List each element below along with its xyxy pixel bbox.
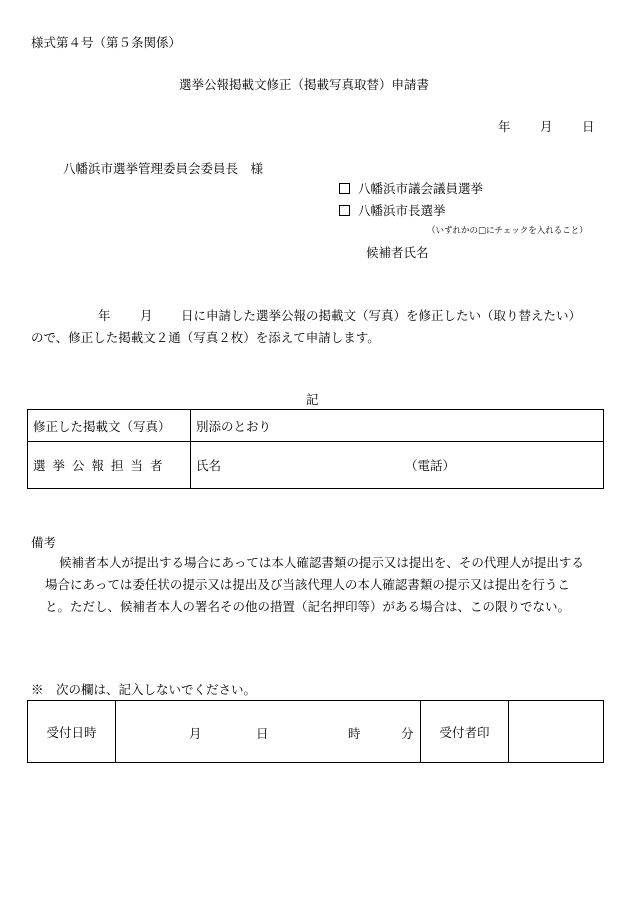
body-year-label: 年 bbox=[98, 308, 111, 323]
application-table bbox=[27, 409, 604, 489]
manager-cell[interactable] bbox=[191, 442, 604, 489]
received-datetime-label: 受付日時 bbox=[28, 701, 116, 763]
biko-text: 候補者本人が提出する場合にあっては本人確認書類の提示又は提出を、その代理人が提出する場合にあっては委任状の提示又は提出及び当該代理人の本人確認書類の提示又は提出を行うこと。ただし、候補者本人の署名その他の措置（記名押印等）がある場合は、この限りでない。 bbox=[45, 555, 584, 614]
check-note: （いずれかの□にチェックを入れること） bbox=[427, 226, 588, 236]
reception-table bbox=[27, 700, 604, 763]
receiver-seal-label: 受付者印 bbox=[421, 701, 509, 763]
received-datetime-cell bbox=[116, 701, 421, 763]
candidate-name-label: 候補者氏名 bbox=[366, 245, 429, 260]
manager-name-label: 氏名 bbox=[196, 458, 222, 473]
manager-phone-label: （電話） bbox=[405, 458, 456, 473]
revised-text-label: 修正した掲載文（写真） bbox=[28, 410, 191, 442]
checkbox-mayor[interactable] bbox=[339, 205, 350, 216]
date-day-label: 日 bbox=[582, 119, 595, 134]
ki-label: 記 bbox=[306, 392, 319, 407]
date-month-label: 月 bbox=[540, 119, 553, 134]
manager-label: 選挙公報担当者 bbox=[28, 442, 191, 489]
biko-title: 備考 bbox=[31, 535, 57, 550]
page-title: 選挙公報掲載文修正（掲載写真取替）申請書 bbox=[179, 77, 430, 92]
election-label-mayor: 八幡浜市長選挙 bbox=[358, 203, 446, 218]
body-line1: 日に申請した選挙公報の掲載文（写真）を修正したい（取り替えたい） bbox=[181, 308, 582, 323]
received-month-label: 月 bbox=[189, 726, 202, 741]
form-number: 様式第４号（第５条関係） bbox=[31, 35, 182, 50]
revised-text-value: 別添のとおり bbox=[191, 410, 604, 442]
addressee: 八幡浜市選挙管理委員会委員長 様 bbox=[63, 161, 264, 176]
received-day-label: 日 bbox=[256, 726, 269, 741]
body-line2: ので、修正した掲載文２通（写真２枚）を添えて申請します。 bbox=[31, 330, 380, 345]
not-fill-note: ※ 次の欄は、記入しないでください。 bbox=[31, 682, 257, 697]
election-option-mayor bbox=[339, 203, 446, 219]
received-minute-label: 分 bbox=[401, 726, 414, 741]
checkbox-council[interactable] bbox=[339, 183, 350, 194]
election-label-council: 八幡浜市議会議員選挙 bbox=[358, 181, 484, 196]
election-option-council bbox=[339, 181, 483, 197]
received-hour-label: 時 bbox=[348, 726, 361, 741]
body-month-label: 月 bbox=[140, 308, 153, 323]
date-year-label: 年 bbox=[498, 119, 511, 134]
receiver-seal-cell bbox=[509, 701, 604, 763]
